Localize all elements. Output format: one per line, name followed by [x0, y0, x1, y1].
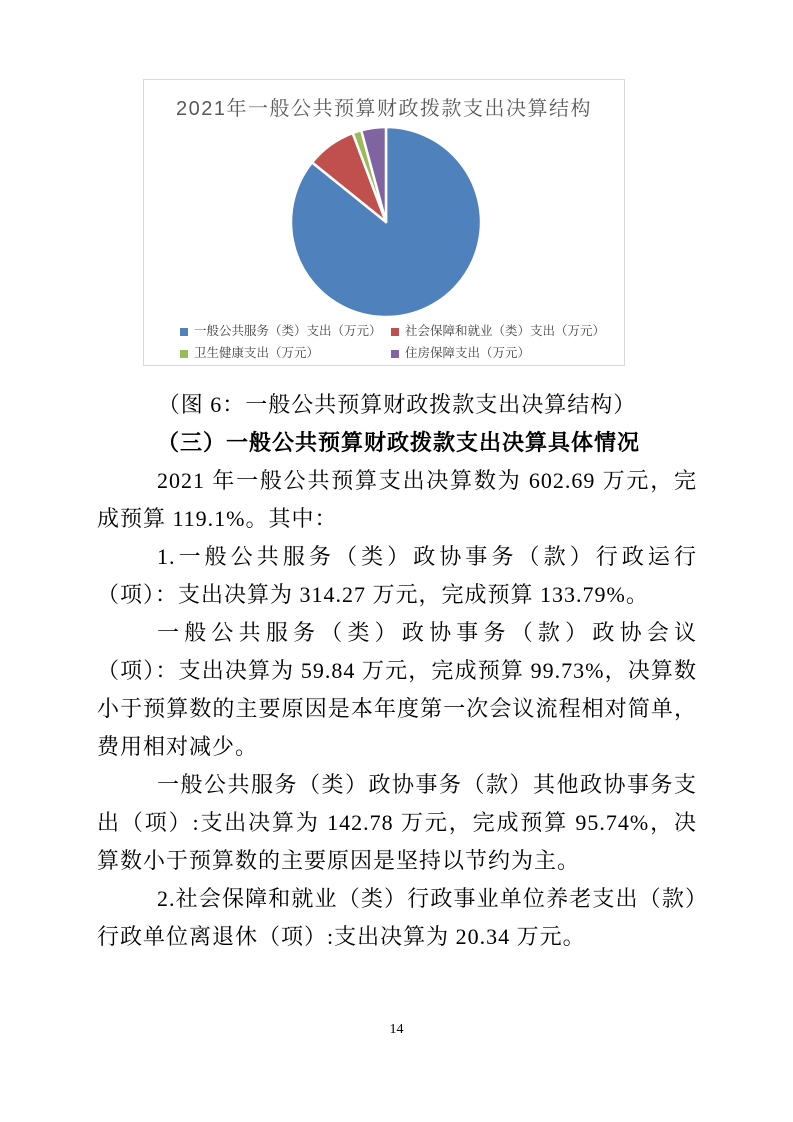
legend-item: [180, 343, 391, 364]
document-text-column: [97, 386, 697, 956]
body-paragraph: 1.一般公共服务（类）政协事务（款）行政运行（项）：支出决算为 314.27 万元，完成预算 133.79%。: [97, 544, 697, 607]
legend-item: [391, 321, 605, 342]
body-paragraphs: [97, 462, 697, 956]
pie-chart-figure: [143, 79, 625, 366]
body-paragraph: 一般公共服务（类）政协事务（款）政协会议（项）：支出决算为 59.84 万元，完成预算 99.73%，决算数小于预算数的主要原因是本年度第一次会议流程相对简单，费用相对减少。: [97, 620, 697, 759]
body-paragraph: 一般公共服务（类）政协事务（款）其他政协事务支出（项）:支出决算为 142.78 万元，完成预算 95.74%，决算数小于预算数的主要原因是坚持以节约为主。: [97, 772, 697, 873]
legend-label: 卫生健康支出（万元）: [194, 346, 320, 360]
legend-color-marker: [180, 350, 188, 358]
legend-label: 住房保障支出（万元）: [405, 346, 531, 360]
legend-label: 社会保障和就业（类）支出（万元）: [405, 324, 606, 338]
legend-item: [391, 343, 605, 364]
chart-title: 2021年一般公共预算财政拨款支出决算结构: [176, 98, 592, 120]
chart-legend: [180, 321, 605, 364]
pie-chart: [288, 124, 484, 320]
legend-color-marker: [391, 328, 399, 336]
legend-item: [180, 321, 391, 342]
section-heading: （三）一般公共预算财政拨款支出决算具体情况: [157, 430, 641, 455]
legend-color-marker: [180, 328, 188, 336]
body-paragraph: 2.社会保障和就业（类）行政事业单位养老支出（款）行政单位离退休（项）:支出决算为 20.34 万元。: [97, 886, 697, 949]
legend-label: 一般公共服务（类）支出（万元）: [194, 324, 382, 338]
body-paragraph: 2021 年一般公共预算支出决算数为 602.69 万元，完成预算 119.1%。其中：: [97, 468, 697, 531]
page-number: 14: [389, 1022, 404, 1037]
legend-color-marker: [391, 350, 399, 358]
figure-caption: （图 6：一般公共预算财政拨款支出决算结构）: [157, 392, 637, 417]
